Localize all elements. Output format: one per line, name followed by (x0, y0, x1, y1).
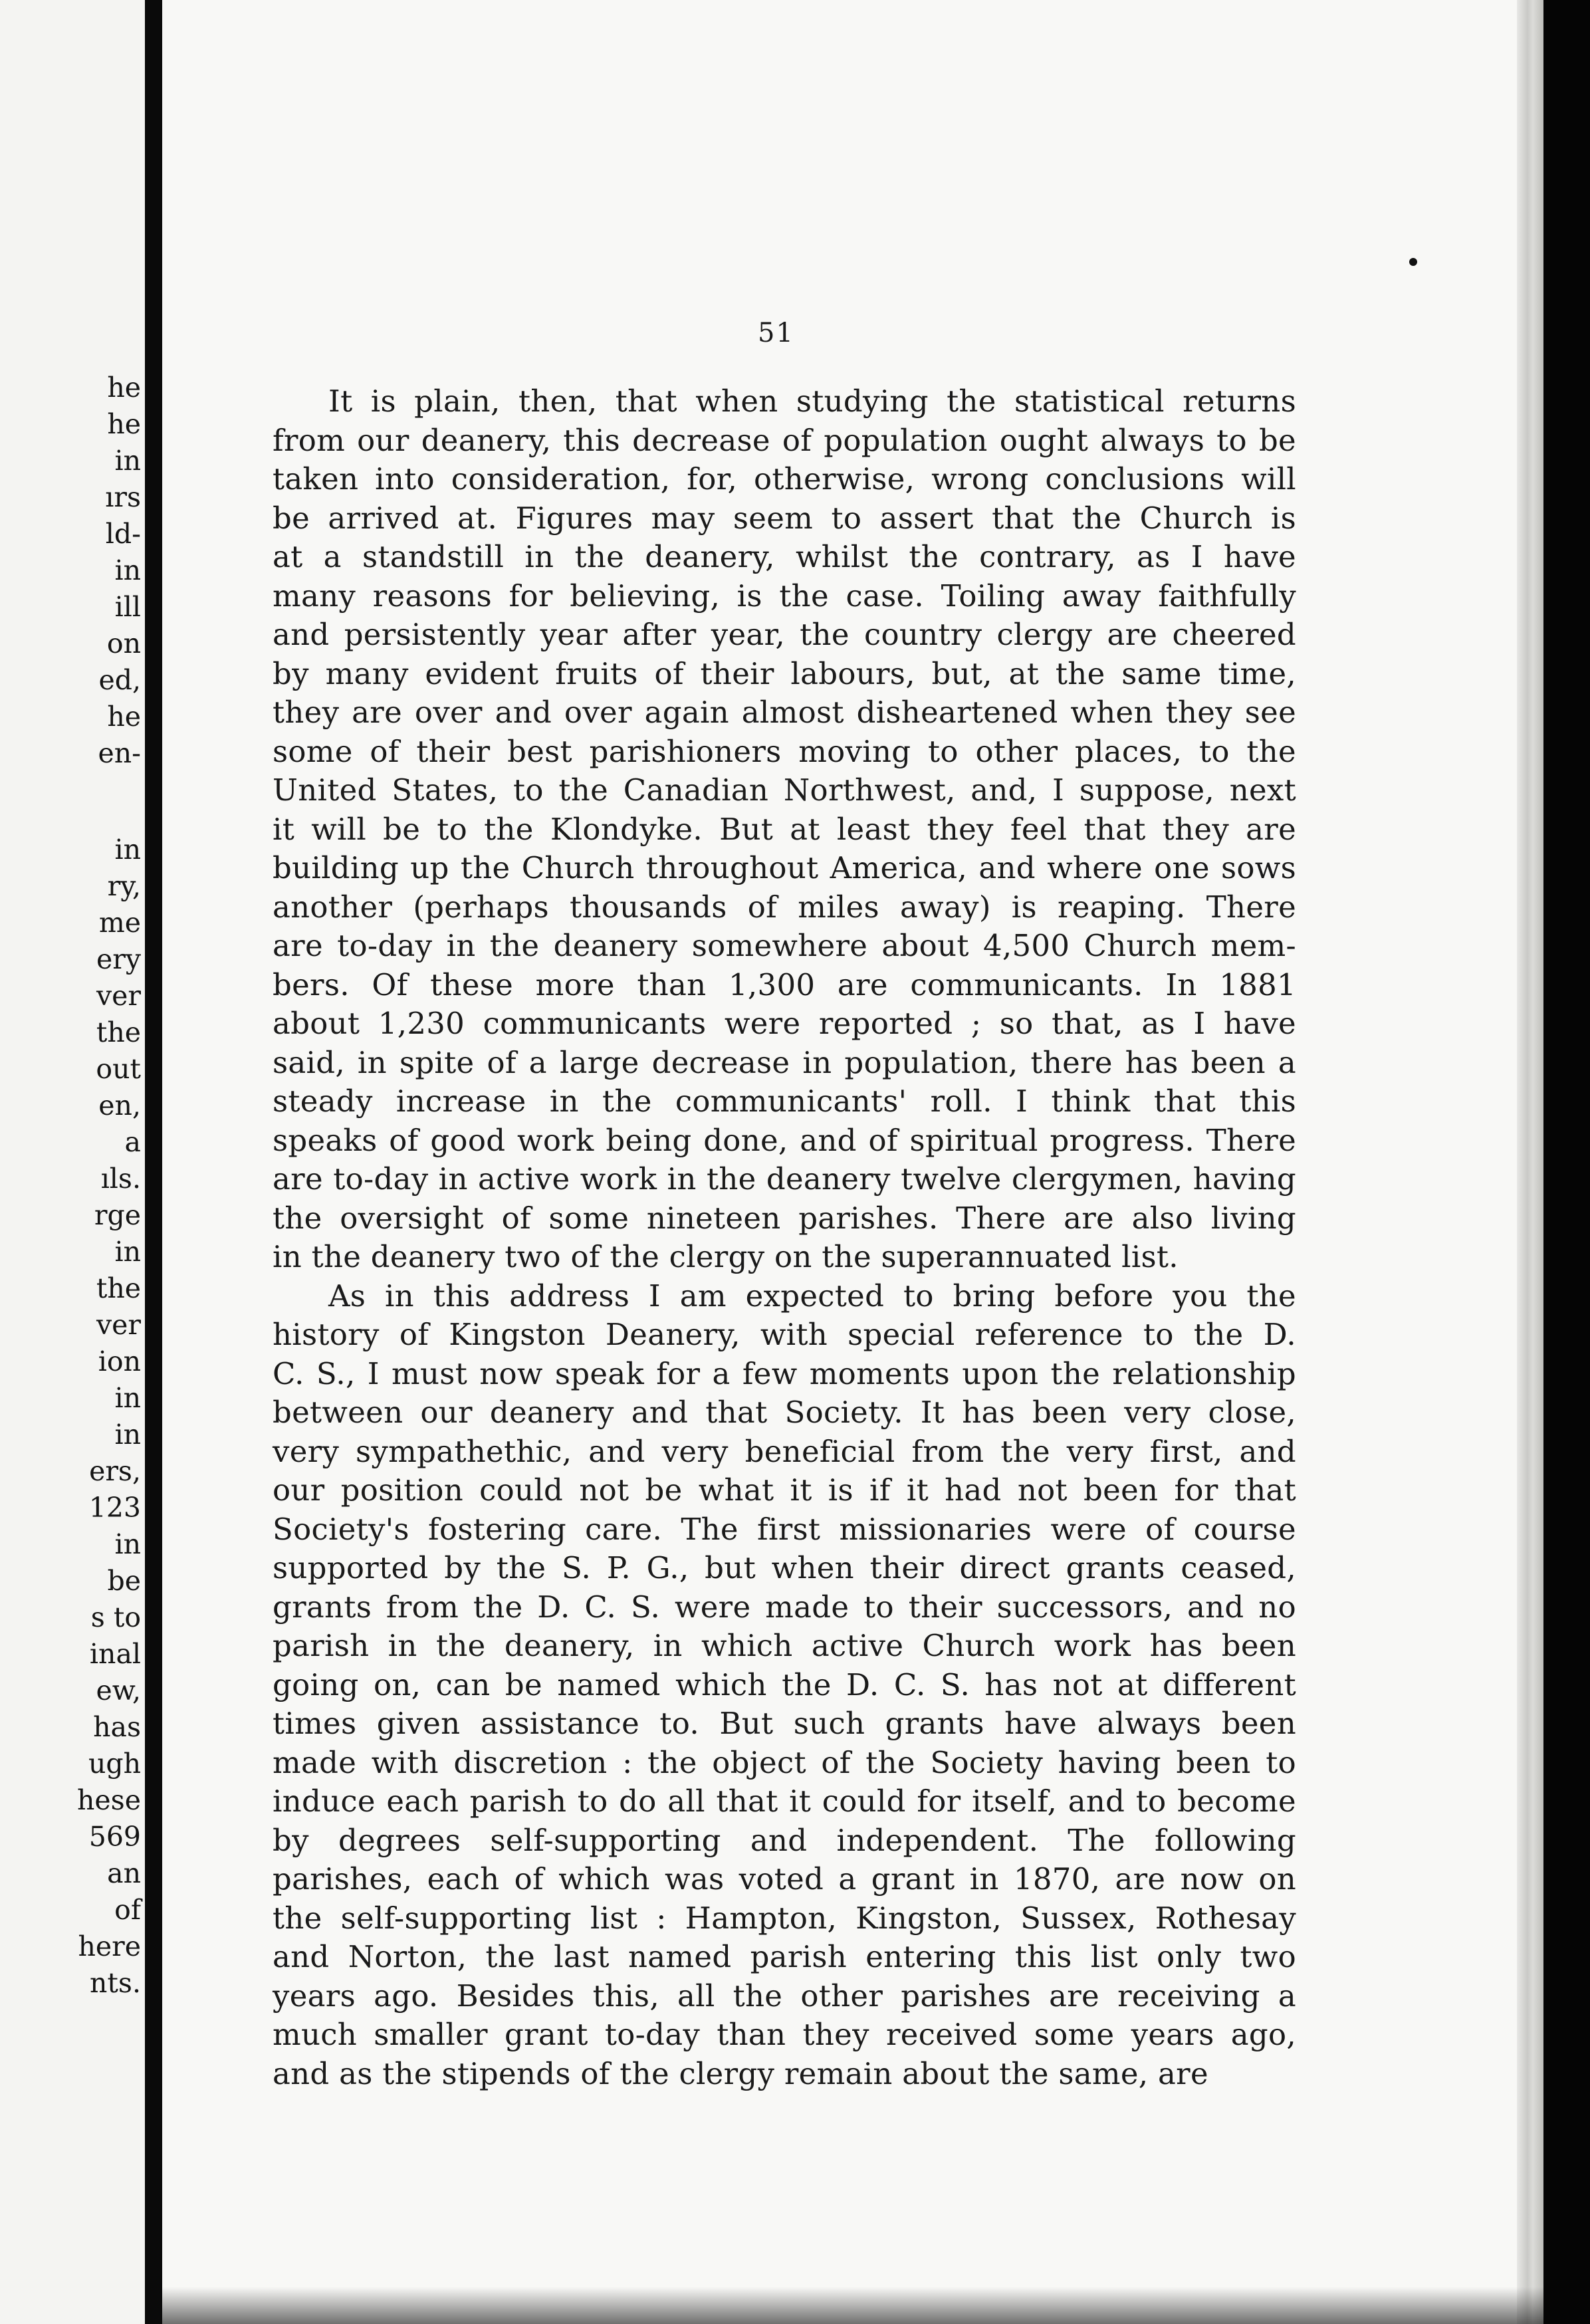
text-line: are to-day in active work in the deanery twelve clergymen, having (273, 1161, 1296, 1197)
text-line: very sympathethic, and very beneficial from the very first, and (273, 1434, 1296, 1469)
left-page-fragment: in (114, 1382, 141, 1414)
text-line: said, in spite of a large decrease in population, there has been a (273, 1045, 1296, 1080)
left-page-fragment: he (107, 408, 141, 440)
text-line: about 1,230 communicants were reported ; so that, as I have (273, 1006, 1296, 1041)
left-page-fragment: ugh (88, 1748, 141, 1780)
left-page-fragment: inal (89, 1638, 141, 1670)
text-line: be arrived at. Figures may seem to assert that the Church is (273, 501, 1296, 536)
page-number: 51 (758, 318, 794, 348)
text-line: our position could not be what it is if it had not been for that (273, 1472, 1296, 1508)
left-page-fragment: ld- (105, 518, 141, 550)
text-line: some of their best parishioners moving to other places, to the (273, 734, 1296, 769)
left-page-fragment: in (114, 1236, 141, 1268)
left-page-fragment: ırs (105, 481, 141, 513)
text-line: times given assistance to. But such grants have always been (273, 1706, 1296, 1741)
left-page-fragment: ıls. (100, 1163, 141, 1195)
left-page-fragment: the (96, 1016, 141, 1048)
text-line: and Norton, the last named parish entering this list only two (273, 1939, 1296, 1974)
ink-dot (1409, 258, 1417, 266)
text-line: Society's fostering care. The first missionaries were of course (273, 1512, 1296, 1547)
text-line: they are over and over again almost disheartened when they see (273, 695, 1296, 730)
text-line: going on, can be named which the D. C. S. has not at different (273, 1667, 1296, 1702)
left-page-fragment: in (114, 834, 141, 866)
left-page-fragment: 123 (88, 1492, 141, 1524)
left-page-fragment: has (93, 1711, 141, 1743)
left-page-fragment: rge (94, 1199, 141, 1231)
text-line: history of Kingston Deanery, with special reference to the D. (273, 1317, 1296, 1352)
text-line: supported by the S. P. G., but when their direct grants ceased, (273, 1550, 1296, 1585)
left-page-fragment: on (106, 628, 141, 659)
left-page-fragment: en- (98, 737, 141, 769)
text-line: steady increase in the communicants' roll. I think that this (273, 1084, 1296, 1119)
left-page-fragment: me (98, 907, 141, 939)
text-line: in the deanery two of the clergy on the superannuated list. (273, 1239, 1179, 1274)
left-page-fragment: ver (96, 1309, 141, 1341)
text-line: parishes, each of which was voted a grant in 1870, are now on (273, 1861, 1296, 1897)
text-line: parish in the deanery, in which active Church work has been (273, 1628, 1296, 1663)
text-line: made with discretion : the object of the Society having been to (273, 1745, 1296, 1780)
text-line: it will be to the Klondyke. But at least they feel that they are (273, 812, 1296, 847)
text-line: many reasons for believing, is the case. Toiling away faithfully (273, 578, 1296, 614)
text-line: the oversight of some nineteen parishes. There are also living (273, 1201, 1296, 1236)
left-page-fragment: here (78, 1930, 141, 1962)
left-page-fragment: in (114, 554, 141, 586)
text-line: from our deanery, this decrease of population ought always to be (273, 423, 1296, 458)
text-line: years ago. Besides this, all the other parishes are receiving a (273, 1978, 1296, 2014)
text-line: United States, to the Canadian Northwest, and, I suppose, next (273, 772, 1296, 808)
text-line: It is plain, then, that when studying the statistical returns (328, 384, 1296, 419)
left-page-fragment: be (107, 1565, 141, 1597)
left-page-fragment: out (96, 1053, 141, 1085)
text-line: another (perhaps thousands of miles away) is reaping. There (273, 889, 1296, 925)
text-line: by degrees self-supporting and independent. The following (273, 1823, 1296, 1858)
text-line: C. S., I must now speak for a few moments upon the relationship (273, 1356, 1296, 1391)
text-line: grants from the D. C. S. were made to their successors, and no (273, 1589, 1296, 1625)
scan-border (1543, 0, 1590, 2324)
left-page-fragment: the (96, 1272, 141, 1304)
text-line: speaks of good work being done, and of spiritual progress. There (273, 1123, 1296, 1158)
left-page-fragment: an (107, 1857, 141, 1889)
left-page-fragment: s to (90, 1601, 141, 1633)
text-line: taken into consideration, for, otherwise, wrong conclusions will (273, 461, 1296, 497)
text-line: and as the stipends of the clergy remain about the same, are (273, 2056, 1208, 2091)
text-line: and persistently year after year, the country clergy are cheered (273, 617, 1296, 652)
left-page-fragment: he (107, 372, 141, 404)
bottom-shadow (162, 2287, 1543, 2324)
left-page-fragment: in (114, 1528, 141, 1560)
left-page-fragment: ers, (89, 1455, 141, 1487)
left-page-fragment: in (114, 1419, 141, 1451)
left-page-fragment: ery (96, 943, 141, 975)
book-gutter (145, 0, 162, 2324)
left-page-fragment: in (114, 445, 141, 477)
left-page-fragment: 569 (88, 1821, 141, 1853)
text-line: the self-supporting list : Hampton, Kingston, Sussex, Rothesay (273, 1901, 1296, 1936)
left-page-fragment: hese (77, 1784, 141, 1816)
page-edge (1517, 0, 1543, 2324)
text-line: building up the Church throughout America, and where one sows (273, 850, 1296, 885)
left-page-fragment: ion (98, 1345, 141, 1377)
left-page-fragment: of (114, 1894, 141, 1926)
left-page-fragment: ed, (98, 664, 141, 696)
text-line: are to-day in the deanery somewhere about 4,500 Church mem- (273, 928, 1296, 963)
left-page-fragment: ill (114, 591, 141, 623)
left-page-fragment: he (107, 701, 141, 733)
text-line: induce each parish to do all that it could for itself, and to become (273, 1784, 1296, 1819)
text-line: by many evident fruits of their labours, but, at the same time, (273, 656, 1296, 691)
left-page-fragment: a (124, 1126, 141, 1158)
left-page-fragment: ry, (107, 870, 141, 902)
text-line: As in this address I am expected to bring before you the (328, 1278, 1296, 1314)
text-line: between our deanery and that Society. It has been very close, (273, 1395, 1296, 1430)
left-page-fragment: ver (96, 980, 141, 1012)
left-page-fragment: en, (98, 1090, 141, 1121)
left-page-fragment: nts. (90, 1967, 141, 1999)
left-page-fragment: ew, (96, 1675, 141, 1706)
text-line: bers. Of these more than 1,300 are communicants. In 1881 (273, 967, 1296, 1002)
text-line: much smaller grant to-day than they received some years ago, (273, 2017, 1296, 2052)
text-line: at a standstill in the deanery, whilst the contrary, as I have (273, 539, 1296, 574)
